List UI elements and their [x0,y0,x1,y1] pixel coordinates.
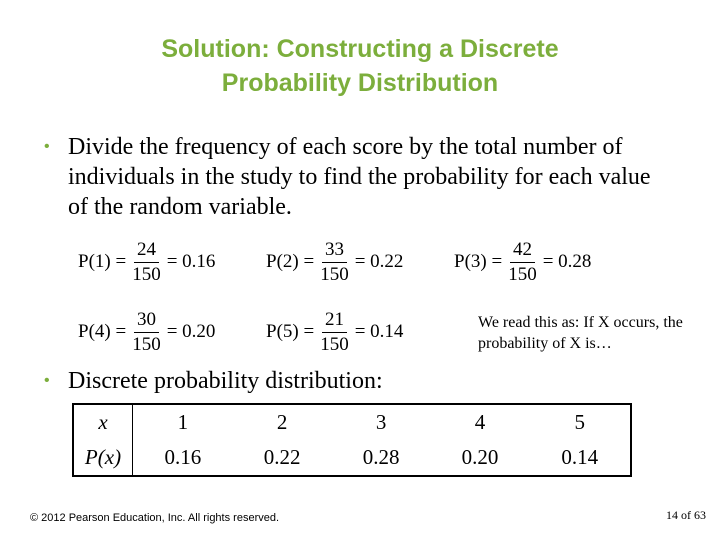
page-number: 14 of 63 [666,508,706,522]
table-row [73,404,631,440]
table-cell: 0.14 [561,445,599,469]
slide-title [60,32,660,100]
equation-p2 [266,234,403,290]
table-cell: 1 [177,410,189,434]
equation-lhs: P(5) = [266,321,315,342]
equation-p4 [78,304,215,360]
fraction [317,238,352,287]
fraction [317,308,352,357]
slide-title-line1: Solution: Constructing a Discrete [161,35,559,63]
numerator: 33 [322,238,347,263]
table-cell: 4 [474,410,486,434]
table-cell: 2 [276,410,288,434]
table-cell: 0.20 [461,445,499,469]
table-row [73,440,631,476]
equation-lhs: P(4) = [78,321,127,342]
interpretation-note: We read this as: If X occurs, the probability of X is… [478,314,683,352]
slide-title-line2: Probability Distribution [221,69,499,97]
equation-lhs: P(3) = [454,251,503,272]
probability-distribution-table [72,403,632,477]
equation-lhs: P(2) = [266,251,315,272]
denominator: 150 [132,333,161,355]
equation-rhs: = 0.22 [354,251,404,272]
denominator: 150 [132,263,161,285]
fraction [129,308,164,357]
bullet-distribution-label: Discrete probability distribution: [68,368,383,394]
equation-p5 [266,304,403,360]
equation-p1 [78,234,215,290]
fraction [505,238,540,287]
table-row-header-x: x [73,404,133,440]
equation-lhs: P(1) = [78,251,127,272]
table-cell: 3 [375,410,387,434]
table-cell: 0.22 [263,445,301,469]
table-cell: 5 [574,410,585,434]
equation-rhs: = 0.16 [166,251,216,272]
numerator: 24 [134,238,159,263]
copyright-notice: © 2012 Pearson Education, Inc. All rights reserved. [30,512,280,524]
denominator: 150 [508,263,537,285]
denominator: 150 [320,263,349,285]
equation-rhs: = 0.28 [542,251,592,272]
equation-rhs: = 0.20 [166,321,216,342]
bullet-marker-icon: • [44,138,50,155]
table-cell: 0.16 [164,445,202,469]
numerator: 30 [134,308,159,333]
bullet-divide-frequency: Divide the frequency of each score by the total number of individuals in the study to find the probability for each value of the random variable. [68,134,651,220]
fraction [129,238,164,287]
table-row-header-px: P(x) [73,440,133,476]
table-cell: 0.28 [362,445,400,469]
bullet-marker-icon: • [44,372,50,389]
numerator: 21 [322,308,347,333]
equation-p3 [454,234,591,290]
denominator: 150 [320,333,349,355]
equation-rhs: = 0.14 [354,321,404,342]
numerator: 42 [510,238,535,263]
